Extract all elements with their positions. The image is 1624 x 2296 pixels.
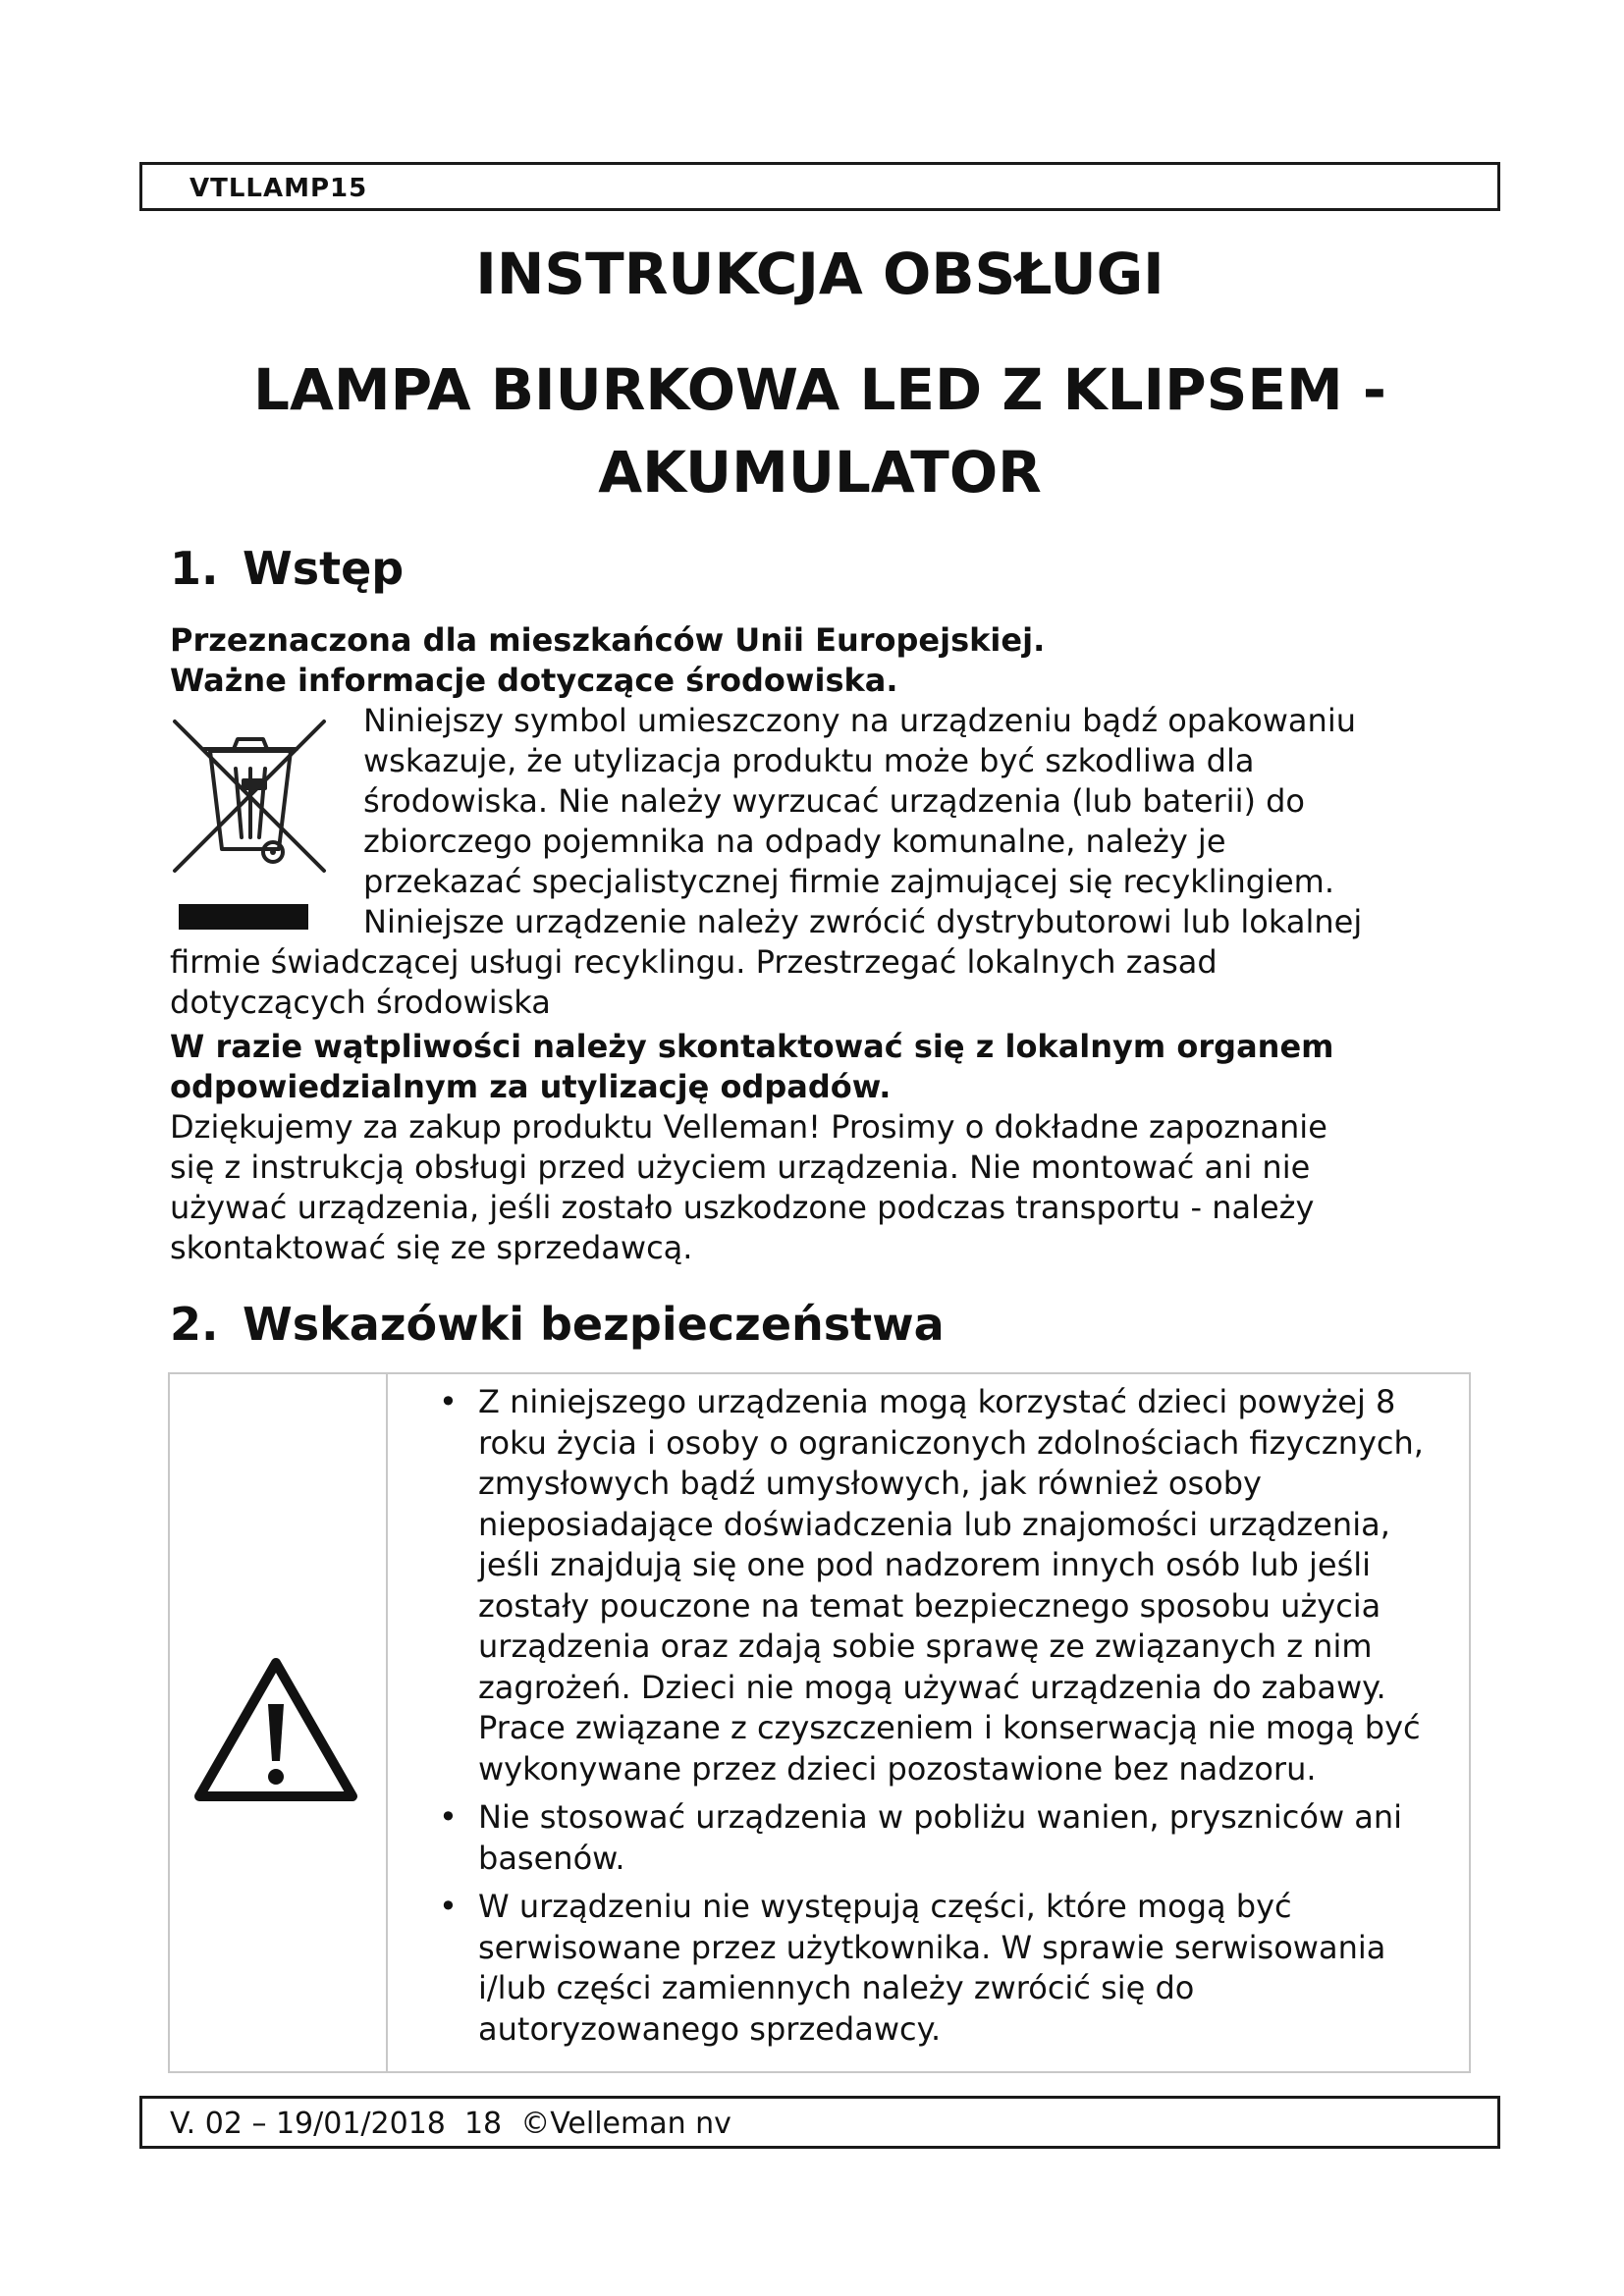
bullet-text: Nie stosować urządzenia w pobliżu wanien, pryszniców ani basenów. <box>478 1798 1403 1877</box>
section-1-number: 1. <box>170 542 219 595</box>
section-1-title: Wstęp <box>243 542 405 595</box>
bullet-text: Z niniejszego urządzenia mogą korzystać dzieci powyżej 8 roku życia i osoby o ograniczonych zdolnościach fizycznych, zmysłowych bądź umysłowych, jak również osoby nieposiadające doświadczenia lub znajomości urządzenia, jeśli znajdują się one pod nadzorem innych osób lub jeśli zostały pouczone na temat bezpiecznego sposobu użycia urządzenia oraz zdają sobie sprawę ze związanych z nim zagrożeń. Dzieci nie mogą używać urządzenia do zabawy. Prace związane z czyszczeniem i konserwacją nie mogą być wykonywane przez dzieci pozostawione bez nadzoru. <box>478 1383 1424 1788</box>
weee-description-continued <box>170 942 1466 1023</box>
text-line: wskazuje, że utylizacja produktu może być szkodliwa dla <box>363 742 1255 779</box>
text-line: używać urządzenia, jeśli zostało uszkodzone podczas transportu - należy <box>170 1189 1315 1226</box>
footer-version: V. 02 – 19/01/2018 <box>170 2107 446 2141</box>
section-1-heading <box>170 542 404 595</box>
safety-bullet-list <box>411 1382 1452 2057</box>
product-title <box>139 348 1500 513</box>
footer-text <box>170 2107 731 2141</box>
text-line: skontaktować się ze sprzedawcą. <box>170 1229 693 1266</box>
footer-page-number: 18 <box>463 2107 503 2141</box>
text-line: dotyczących środowiska <box>170 984 551 1021</box>
text-line: W razie wątpliwości należy skontaktować się z lokalnym organem <box>170 1028 1334 1065</box>
model-number: VTLLAMP15 <box>189 174 368 203</box>
product-title-line-1: LAMPA BIURKOWA LED Z KLIPSEM - <box>253 356 1386 423</box>
text-line: środowiska. Nie należy wyrzucać urządzenia (lub baterii) do <box>363 782 1305 820</box>
text-line: przekazać specjalistycznej firmie zajmującej się recyklingiem. <box>363 863 1335 900</box>
environment-info-title: Ważne informacje dotyczące środowiska. <box>170 662 898 699</box>
header-box <box>139 162 1500 211</box>
bullet-icon: • <box>439 1383 458 1420</box>
document-title: INSTRUKCJA OBSŁUGI <box>475 240 1164 307</box>
bullet-icon: • <box>439 1798 458 1836</box>
warning-triangle-icon <box>193 1657 358 1802</box>
section-2-heading <box>170 1298 945 1351</box>
table-divider <box>386 1374 388 2071</box>
text-line: firmie świadczącej usługi recyklingu. Przestrzegać lokalnych zasad <box>170 943 1218 981</box>
section-2-number: 2. <box>170 1298 219 1351</box>
eu-residents-title: Przeznaczona dla mieszkańców Unii Europejskiej. <box>170 621 1046 659</box>
list-item <box>411 1797 1452 1879</box>
text-line: odpowiedzialnym za utylizację odpadów. <box>170 1068 892 1105</box>
product-title-line-2: AKUMULATOR <box>598 439 1042 506</box>
footer-copyright: ©Velleman nv <box>520 2107 731 2141</box>
bullet-icon: • <box>439 1888 458 1925</box>
text-line: się z instrukcją obsługi przed użyciem urządzenia. Nie montować ani nie <box>170 1148 1311 1186</box>
list-item <box>411 1382 1452 1789</box>
text-line: Niniejsze urządzenie należy zwrócić dystrybutorowi lub lokalnej <box>363 903 1363 940</box>
section-2-title: Wskazówki bezpieczeństwa <box>243 1298 945 1351</box>
list-item <box>411 1887 1452 2050</box>
text-line: Dziękujemy za zakup produktu Velleman! Prosimy o dokładne zapoznanie <box>170 1108 1327 1146</box>
crossed-out-wheelie-bin-icon <box>167 712 334 937</box>
text-line: Niniejszy symbol umieszczony na urządzeniu bądź opakowaniu <box>363 702 1356 739</box>
footer-box <box>139 2096 1500 2149</box>
text-line: zbiorczego pojemnika na odpady komunalne, należy je <box>363 823 1226 860</box>
safety-instructions-table <box>168 1372 1471 2073</box>
thank-you-paragraph <box>170 1107 1466 1268</box>
weee-description <box>363 701 1463 942</box>
bullet-text: W urządzeniu nie występują części, które mogą być serwisowane przez użytkownika. W sprawie serwisowania i/lub części zamiennych należy zwrócić się do autoryzowanego sprzedawcy. <box>478 1888 1386 2048</box>
doubt-contact-notice <box>170 1027 1466 1107</box>
